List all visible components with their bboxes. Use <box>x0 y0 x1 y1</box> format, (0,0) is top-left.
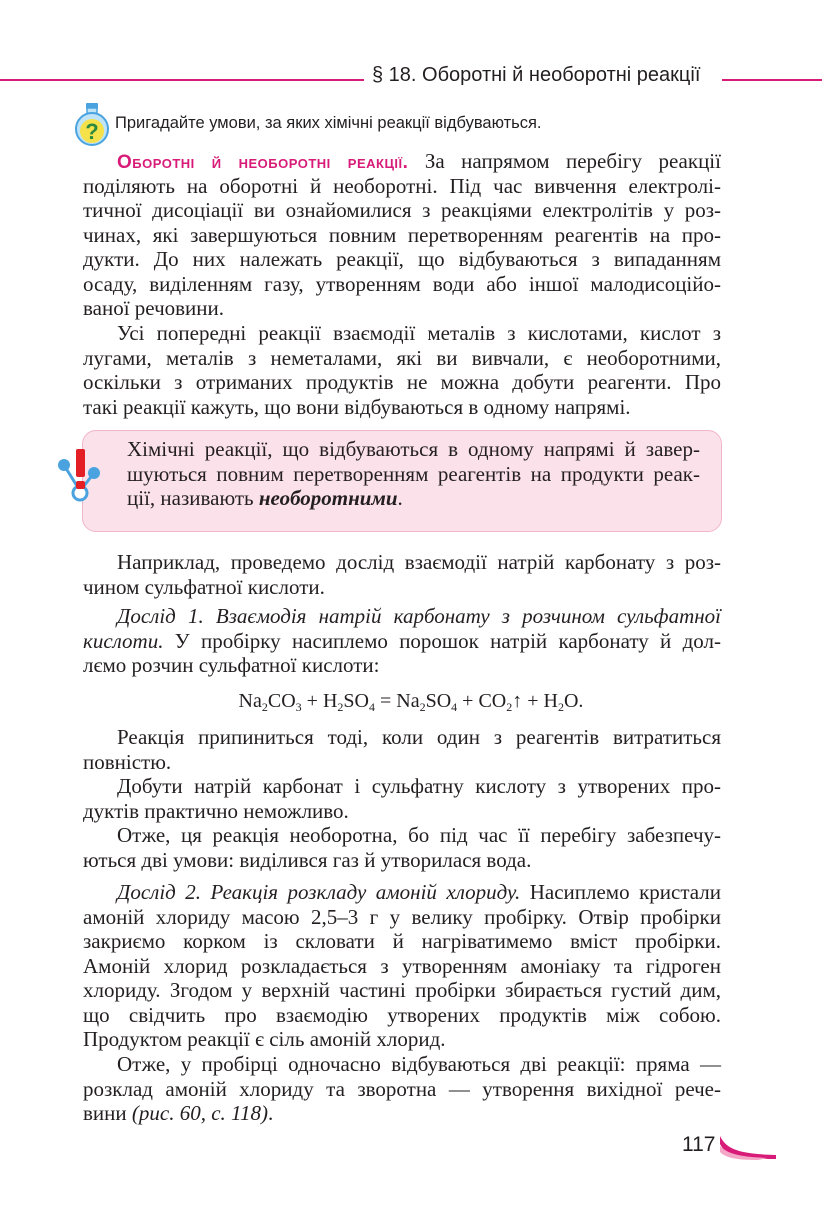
experiment-title: Дослід 1. Взаємодія натрій карбонату з розчином сульфатної <box>117 604 721 628</box>
definition-line: ції, називають необоротними. <box>127 486 403 510</box>
inline-heading: Оборотні й необоротні реакції. <box>117 152 409 173</box>
page-swoosh-icon <box>718 1132 778 1162</box>
recall-prompt: Пригадайте умови, за яких хімічні реакції відбуваються. <box>115 114 542 132</box>
paragraph-line: вини (рис. 60, с. 118). <box>83 1101 274 1125</box>
figure-reference: (рис. 60, с. 118) <box>131 1101 268 1125</box>
paragraph-line: що свідчить про взаємодію утворених продуктів між собою. <box>83 1002 721 1027</box>
paragraph-line: чином сульфатної кислоти. <box>83 574 325 599</box>
svg-text:?: ? <box>85 119 99 144</box>
paragraph-line: чинах, які завершуються повним перетворенням реагентів на про- <box>83 222 721 247</box>
exclamation-molecule-icon <box>56 447 106 503</box>
paragraph-line: Дослід 2. Реакція розкладу амоній хлориду. Насиплемо кристали <box>117 880 721 904</box>
paragraph-line: осаду, виділенням газу, утворенням води або іншої малодисоційо- <box>83 271 721 296</box>
definition-text <box>127 437 700 511</box>
paragraph-line: лугами, металів з неметалами, які ви вивчали, є необоротними, <box>83 345 721 370</box>
paragraph-conclusion-1 <box>83 725 721 872</box>
paragraph-example <box>83 550 721 599</box>
header-rule-left <box>0 79 364 81</box>
paragraph-line: такі реакції кажуть, що вони відбуваються в одному напрямі. <box>83 394 631 419</box>
paragraph-line: ваної речовини. <box>83 296 225 320</box>
paragraph-line: тичної дисоціації ви ознайомилися з реакціями електролітів у роз- <box>83 198 721 222</box>
paragraph-conclusion-2 <box>83 1052 721 1126</box>
definition-line: Хімічні реакції, що відбуваються в одному напрямі й завер- <box>127 437 700 461</box>
paragraph-line: Усі попередні реакції взаємодії металів з кислотами, кислот з <box>117 321 721 345</box>
paragraph-line: хлориду. Згодом у верхній частині пробірки збирається густий дим, <box>83 978 721 1002</box>
paragraph-line: дукти. До них належать реакції, що відбуваються з випаданням <box>83 247 721 271</box>
paragraph-line: закриємо корком із скловати й нагріватимемо вміст пробірки. <box>83 929 721 953</box>
gas-arrow-icon: ↑ <box>512 690 523 712</box>
header-rule-right <box>722 79 822 81</box>
paragraph-line: Отже, у пробірці одночасно відбуваються дві реакції: пряма — <box>117 1052 721 1076</box>
question-flask-icon <box>72 102 112 146</box>
paragraph-line: оскільки з отриманих продуктів не можна добути реагенти. Про <box>83 370 721 394</box>
paragraph-line: повністю. <box>83 749 172 774</box>
chemical-equation: $Na_2CO_3 + H_2SO_4 = Na_2SO_4$ + $CO_2↑ + H_2O$. <box>238 690 584 714</box>
paragraph-line: Продуктом реакції є сіль амоній хлорид. <box>83 1027 446 1051</box>
paragraph-intro <box>83 149 721 321</box>
paragraph-line: ються дві умови: виділився газ й утворилася вода. <box>83 847 532 872</box>
experiment-title: Дослід 2. Реакція розкладу амоній хлориду. <box>117 880 521 904</box>
definition-line: шуються повним перетворенням реагентів на продукти реак- <box>127 461 700 486</box>
paragraph-line: поділяють на оборотні й необоротні. Під час вивчення електролі- <box>83 173 721 198</box>
paragraph-irreversible <box>83 321 721 419</box>
defined-term: необоротними <box>258 486 398 510</box>
paragraph-line: дуктів практично неможливо. <box>83 798 349 823</box>
page-number: 117 <box>682 1133 716 1156</box>
paragraph-line: Реакція припиниться тоді, коли один з реагентів витратиться <box>117 725 721 749</box>
section-title: § 18. Оборотні й необоротні реакції <box>372 64 701 86</box>
paragraph-line: Амоній хлорид розкладається з утворенням амоніаку та гідроген <box>83 953 721 978</box>
paragraph-line: лємо розчин сульфатної кислоти: <box>83 653 380 677</box>
paragraph-line: Отже, ця реакція необоротна, бо під час її перебігу забезпечу- <box>117 823 721 847</box>
paragraph-line: Добути натрій карбонат і сульфатну кислоту з утворених про- <box>117 774 721 798</box>
experiment-1 <box>83 604 721 678</box>
paragraph-line: амоній хлориду масою 2,5–3 г у велику пробірку. Отвір пробірки <box>83 904 721 929</box>
experiment-2 <box>83 880 721 1052</box>
paragraph-line: розклад амоній хлориду та зворотна — утворення вихідної рече- <box>83 1076 721 1101</box>
paragraph-line: Оборотні й необоротні реакції. За напрямом перебігу реакції <box>117 149 721 173</box>
paragraph-line: кислоти. У пробірку насиплемо порошок натрій карбонату й дол- <box>83 628 721 653</box>
paragraph-line: Наприклад, проведемо дослід взаємодії натрій карбонату з роз- <box>117 550 721 574</box>
